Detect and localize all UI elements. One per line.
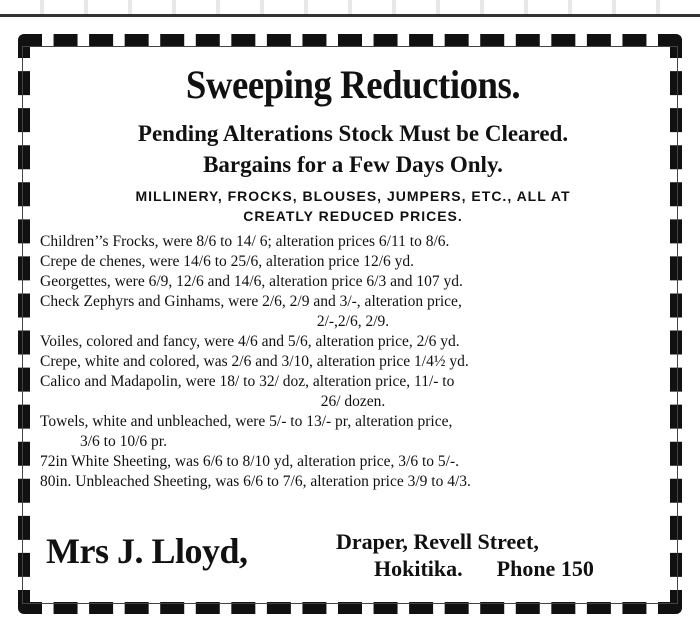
advert-headline: Sweeping Reductions.: [185, 62, 521, 107]
price-list-item: [40, 472, 666, 492]
merchant-name: Mrs J. Lloyd,: [46, 531, 248, 571]
categories-line-1: MILLINERY, FROCKS, BLOUSES, JUMPERS, ETC., ALL AT: [135, 188, 571, 204]
price-list-item: [40, 272, 666, 292]
price-list-item: [40, 292, 666, 332]
price-item-continuation: 2/-,2/6, 2/9.: [316, 313, 390, 330]
price-list-item: [40, 412, 666, 452]
phone-number: Phone 150: [496, 556, 594, 581]
price-item-text: Calico and Madapolin, were 18/ to 32/ doz, alteration price, 11/- to: [40, 373, 455, 390]
advert-categories: [40, 186, 666, 226]
advert-footer: [46, 524, 670, 588]
price-item-text: 80in. Unbleached Sheeting, was 6/6 to 7/6, alteration price 3/9 to 4/3.: [40, 473, 471, 490]
price-list-item: [40, 372, 666, 412]
advert-subhead-1: Pending Alterations Stock Must be Cleared.: [137, 121, 569, 146]
advert-body: [40, 62, 666, 492]
price-list-item: [40, 232, 666, 252]
price-item-text: Voiles, colored and fancy, were 4/6 and 5/6, alteration price, 2/6 yd.: [40, 333, 460, 350]
price-item-text: 72in White Sheeting, was 6/6 to 8/10 yd, alteration price, 3/6 to 5/-.: [40, 453, 459, 470]
price-item-text: Georgettes, were 6/9, 12/6 and 14/6, alteration price 6/3 and 107 yd.: [40, 273, 463, 290]
price-item-text: Crepe de chenes, were 14/6 to 25/6, alteration price 12/6 yd.: [40, 253, 415, 270]
address-line-2: [336, 555, 666, 582]
price-list-item: [40, 352, 666, 372]
merchant-address: [336, 528, 666, 582]
address-town: Hokitika.: [374, 556, 463, 581]
address-line-1: Draper, Revell Street,: [336, 529, 539, 554]
price-item-text: Crepe, white and colored, was 2/6 and 3/10, alteration price 1/4½ yd.: [40, 353, 469, 370]
categories-line-2: CREATLY REDUCED PRICES.: [243, 208, 463, 224]
price-list: [40, 232, 666, 492]
price-item-continuation: 26/ dozen.: [320, 393, 386, 410]
advert-subhead-2: Bargains for a Few Days Only.: [203, 152, 503, 177]
price-item-continuation: 3/6 to 10/6 pr.: [80, 433, 167, 450]
price-item-text: Towels, white and unbleached, were 5/- to 13/- pr, alteration price,: [40, 413, 453, 430]
price-list-item: [40, 332, 666, 352]
price-item-text: Children’’s Frocks, were 8/6 to 14/ 6; alteration prices 6/11 to 8/6.: [40, 233, 450, 250]
price-list-item: [40, 252, 666, 272]
price-list-item: [40, 452, 666, 472]
page-top-rule: [0, 0, 700, 17]
price-item-text: Check Zephyrs and Ginhams, were 2/6, 2/9 and 3/-, alteration price,: [40, 293, 462, 310]
